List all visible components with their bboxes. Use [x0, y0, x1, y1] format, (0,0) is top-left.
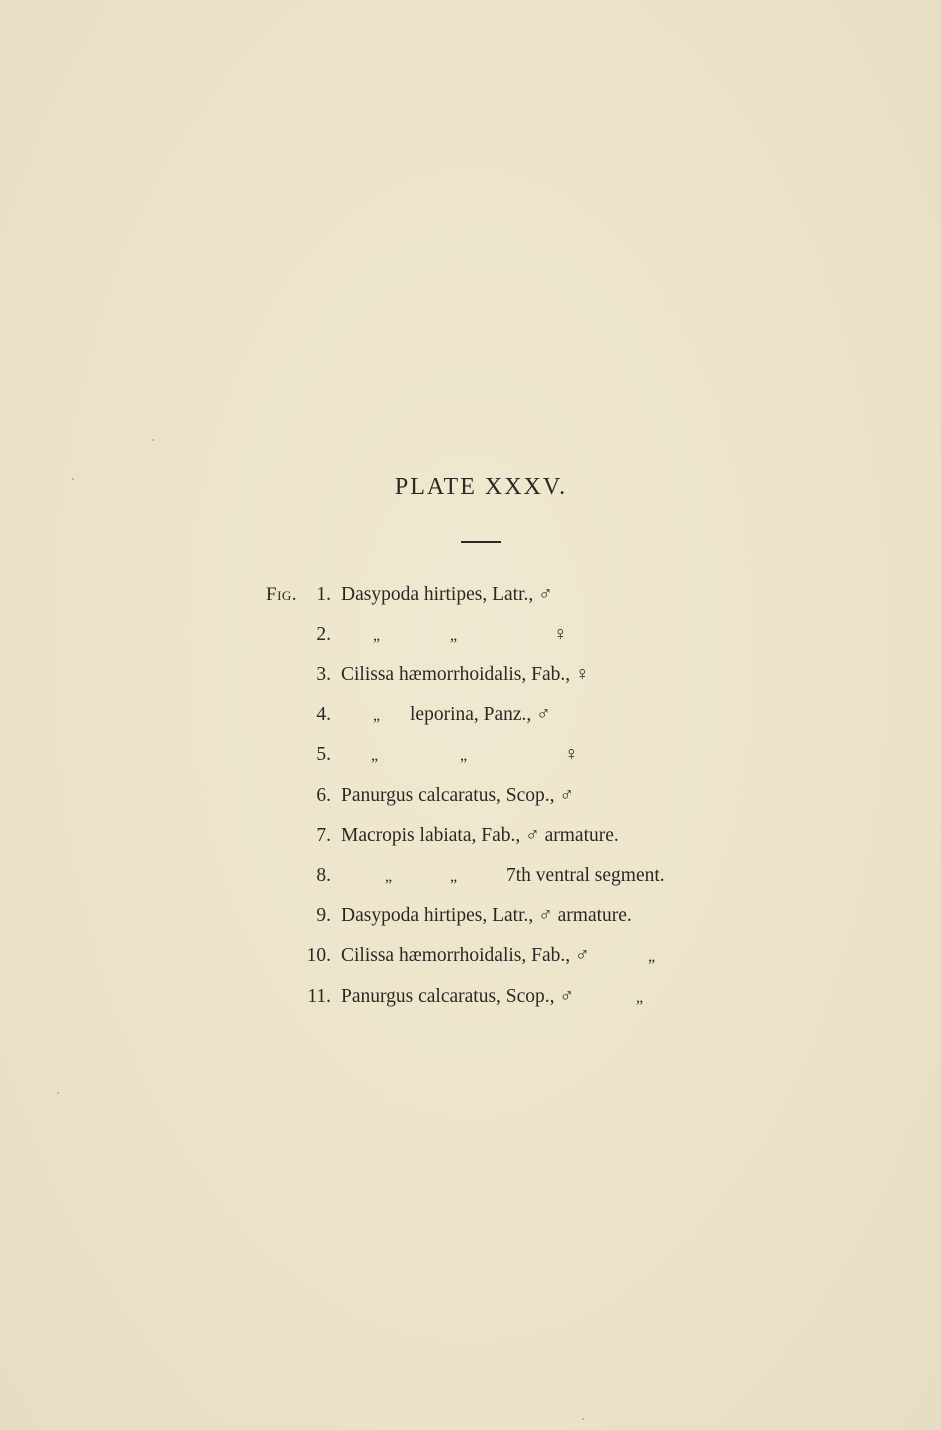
paper-speck — [57, 1092, 59, 1094]
ditto-mark: „ — [373, 627, 381, 644]
figure-row-9 — [0, 902, 941, 930]
ditto-mark: „ — [460, 747, 468, 764]
figure-number: 1. — [316, 584, 331, 605]
figure-row-5 — [0, 741, 941, 769]
title-rule — [461, 541, 501, 543]
figure-row-4 — [0, 701, 941, 729]
figure-caption: Cilissa hæmorrhoidalis, Fab., ♂ — [341, 945, 590, 966]
figure-caption: Panurgus calcaratus, Scop., ♂ — [341, 986, 575, 1007]
female-sign: ♀ — [553, 624, 568, 645]
figure-number: 7. — [316, 825, 331, 846]
figure-row-6 — [0, 782, 941, 810]
paper-speck — [152, 439, 154, 441]
figure-number: 5. — [316, 744, 331, 765]
figure-caption: Cilissa hæmorrhoidalis, Fab., ♀ — [341, 664, 590, 685]
figure-row-2 — [0, 621, 941, 649]
ditto-mark: „ — [371, 747, 379, 764]
figure-row-7 — [0, 822, 941, 850]
plate-title: PLATE XXXV. — [394, 474, 568, 500]
figure-row-8 — [0, 862, 941, 890]
figure-row-10 — [0, 942, 941, 970]
figure-caption: 7th ventral segment. — [506, 865, 665, 886]
figure-caption: leporina, Panz., ♂ — [410, 704, 551, 725]
figure-caption: Macropis labiata, Fab., ♂ armature. — [341, 825, 619, 846]
ditto-mark: „ — [648, 948, 656, 965]
figure-number: 4. — [316, 704, 331, 725]
figure-caption: Dasypoda hirtipes, Latr., ♂ — [341, 584, 553, 605]
figure-number: 6. — [316, 785, 331, 806]
ditto-mark: „ — [636, 989, 644, 1006]
ditto-mark: „ — [450, 868, 458, 885]
figure-row-11 — [0, 983, 941, 1011]
figure-number: 9. — [316, 905, 331, 926]
ditto-mark: „ — [450, 627, 458, 644]
figure-number: 2. — [316, 624, 331, 645]
paper-speck — [72, 478, 74, 480]
figure-number: 10. — [306, 945, 331, 966]
figure-number: 3. — [316, 664, 331, 685]
figure-caption: Dasypoda hirtipes, Latr., ♂ armature. — [341, 905, 632, 926]
figure-number: 8. — [316, 865, 331, 886]
paper-speck — [582, 1418, 584, 1420]
female-sign: ♀ — [564, 744, 579, 765]
figure-number: 11. — [307, 986, 331, 1007]
figure-row-1 — [0, 581, 941, 609]
ditto-mark: „ — [373, 707, 381, 724]
figure-caption: Panurgus calcaratus, Scop., ♂ — [341, 785, 575, 806]
fig-prefix: Fig. — [266, 584, 298, 605]
figure-row-3 — [0, 661, 941, 689]
ditto-mark: „ — [385, 868, 393, 885]
